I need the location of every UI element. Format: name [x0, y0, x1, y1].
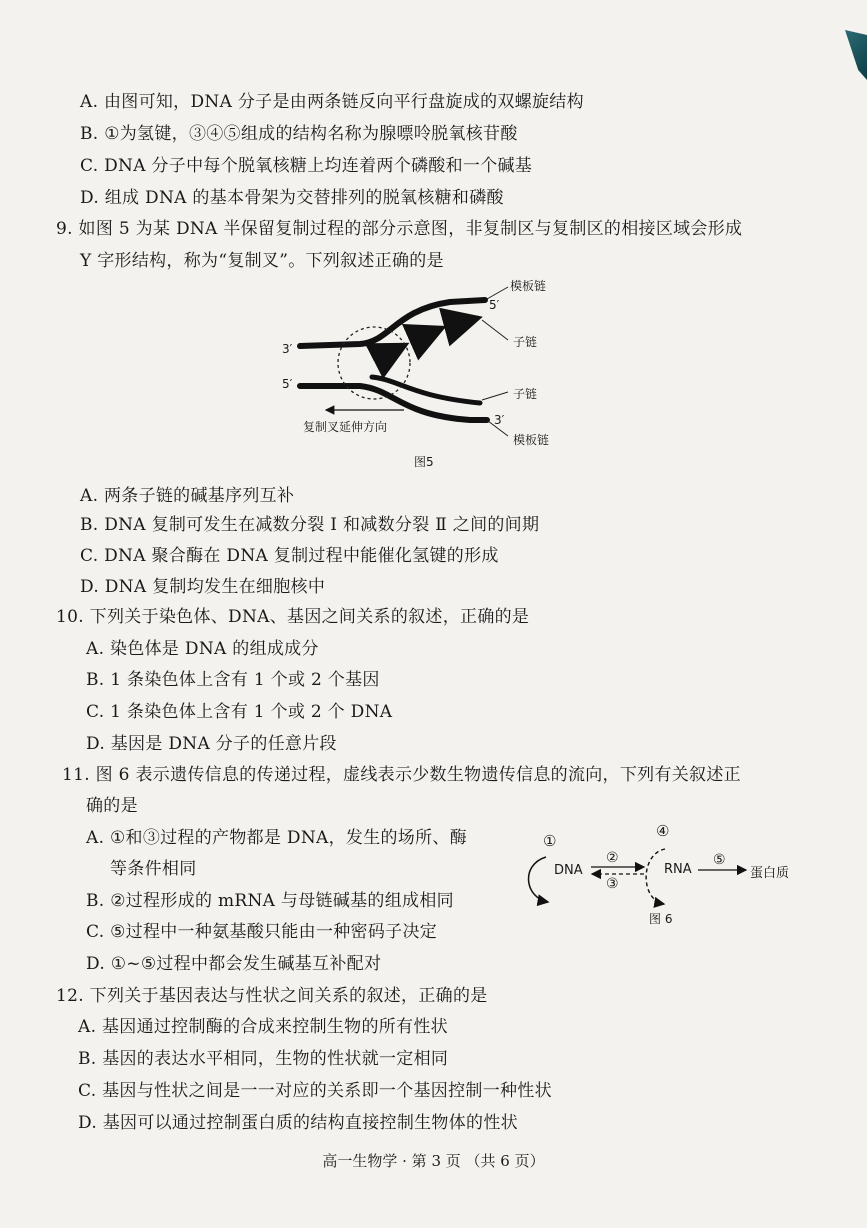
fig6-label-dna: DNA: [554, 863, 583, 878]
daughter-segment-1: [376, 345, 405, 360]
q8-option-c: C. DNA 分子中每个脱氧核糖上均连着两个磷酸和一个碱基: [80, 156, 533, 176]
fig6-label-protein: 蛋白质: [750, 866, 790, 881]
fig5-label-3prime-left: 3′: [282, 342, 293, 356]
fig5-label-template-bottom: 模板链: [513, 433, 550, 447]
page-footer: 高一生物学 · 第 3 页 （共 6 页）: [322, 1152, 545, 1170]
q8-option-b: B. ①为氢键，③④⑤组成的结构名称为腺嘌呤脱氧核苷酸: [80, 124, 518, 144]
template-strand-bottom: [300, 386, 487, 420]
q9-option-c: C. DNA 聚合酶在 DNA 复制过程中能催化氢键的形成: [80, 546, 499, 566]
q12-option-b: B. 基因的表达水平相同，生物的性状就一定相同: [78, 1049, 449, 1069]
q10-option-d: D. 基因是 DNA 分子的任意片段: [86, 734, 337, 754]
q9-stem-line2: Y 字形结构，称为“复制叉”。下列叙述正确的是: [80, 251, 444, 271]
q11-option-b: B. ②过程形成的 mRNA 与母链碱基的组成相同: [86, 891, 454, 911]
daughter-segment-2: [415, 328, 442, 340]
q10-stem: 10. 下列关于染色体、DNA、基因之间关系的叙述，正确的是: [56, 607, 530, 627]
fig5-label-5prime-top: 5′: [489, 298, 500, 312]
q11-option-c: C. ⑤过程中一种氨基酸只能由一种密码子决定: [86, 922, 438, 942]
q9-option-b: B. DNA 复制可发生在减数分裂 Ⅰ 和减数分裂 Ⅱ 之间的间期: [80, 515, 540, 535]
daughter-strand-bottom: [372, 377, 480, 403]
process-1-loop: [529, 857, 548, 902]
q12-stem: 12. 下列关于基因表达与性状之间关系的叙述，正确的是: [56, 986, 488, 1006]
fig5-label-daughter-top: 子链: [513, 335, 538, 349]
fig5-label-5prime-left: 5′: [282, 377, 293, 391]
fig5-label-3prime-bottom: 3′: [494, 413, 505, 427]
q8-option-a: A. 由图可知，DNA 分子是由两条链反向平行盘旋成的双螺旋结构: [80, 92, 584, 112]
fig5-label-direction: 复制叉延伸方向: [303, 420, 388, 434]
fig6-caption: 图 6: [649, 912, 673, 926]
q11-option-a: A. ①和③过程的产物都是 DNA，发生的场所、酶: [86, 828, 468, 848]
q8-option-d: D. 组成 DNA 的基本骨架为交替排列的脱氧核糖和磷酸: [80, 188, 504, 208]
pointer-daughter-top: [482, 320, 508, 340]
fig5-label-template-top: 模板链: [510, 279, 547, 293]
q11-stem-line1: 11. 图 6 表示遗传信息的传递过程，虚线表示少数生物遗传信息的流向，下列有关叙述正: [62, 765, 741, 785]
fig6-label-5: ⑤: [713, 852, 726, 868]
q12-option-d: D. 基因可以通过控制蛋白质的结构直接控制生物体的性状: [78, 1113, 518, 1133]
fig6-label-4: ④: [656, 822, 670, 840]
q11-stem-line2: 确的是: [86, 796, 138, 816]
fig6-label-rna: RNA: [664, 862, 692, 877]
q10-option-b: B. 1 条染色体上含有 1 个或 2 个基因: [86, 670, 380, 690]
fig5-label-daughter-bottom: 子链: [513, 387, 538, 401]
fig5-caption: 图5: [414, 455, 434, 469]
q10-option-c: C. 1 条染色体上含有 1 个或 2 个 DNA: [86, 702, 393, 722]
daughter-segment-3: [452, 318, 478, 325]
q9-stem-line1: 9. 如图 5 为某 DNA 半保留复制过程的部分示意图，非复制区与复制区的相接区域会形成: [56, 219, 743, 239]
fig6-label-3: ③: [606, 876, 619, 892]
q11-option-d: D. ①~⑤过程中都会发生碱基互补配对: [86, 954, 382, 974]
q9-option-a: A. 两条子链的碱基序列互补: [80, 486, 295, 506]
q12-option-c: C. 基因与性状之间是一一对应的关系即一个基因控制一种性状: [78, 1081, 552, 1101]
process-4-loop: [646, 849, 665, 904]
q11-option-a-cont: 等条件相同: [110, 859, 197, 879]
fig6-label-2: ②: [606, 850, 619, 866]
q9-option-d: D. DNA 复制均发生在细胞核中: [80, 577, 326, 597]
fig6-label-1: ①: [543, 832, 557, 850]
pointer-daughter-bottom: [482, 392, 508, 400]
q12-option-a: A. 基因通过控制酶的合成来控制生物的所有性状: [78, 1017, 448, 1037]
q10-option-a: A. 染色体是 DNA 的组成成分: [86, 639, 319, 659]
